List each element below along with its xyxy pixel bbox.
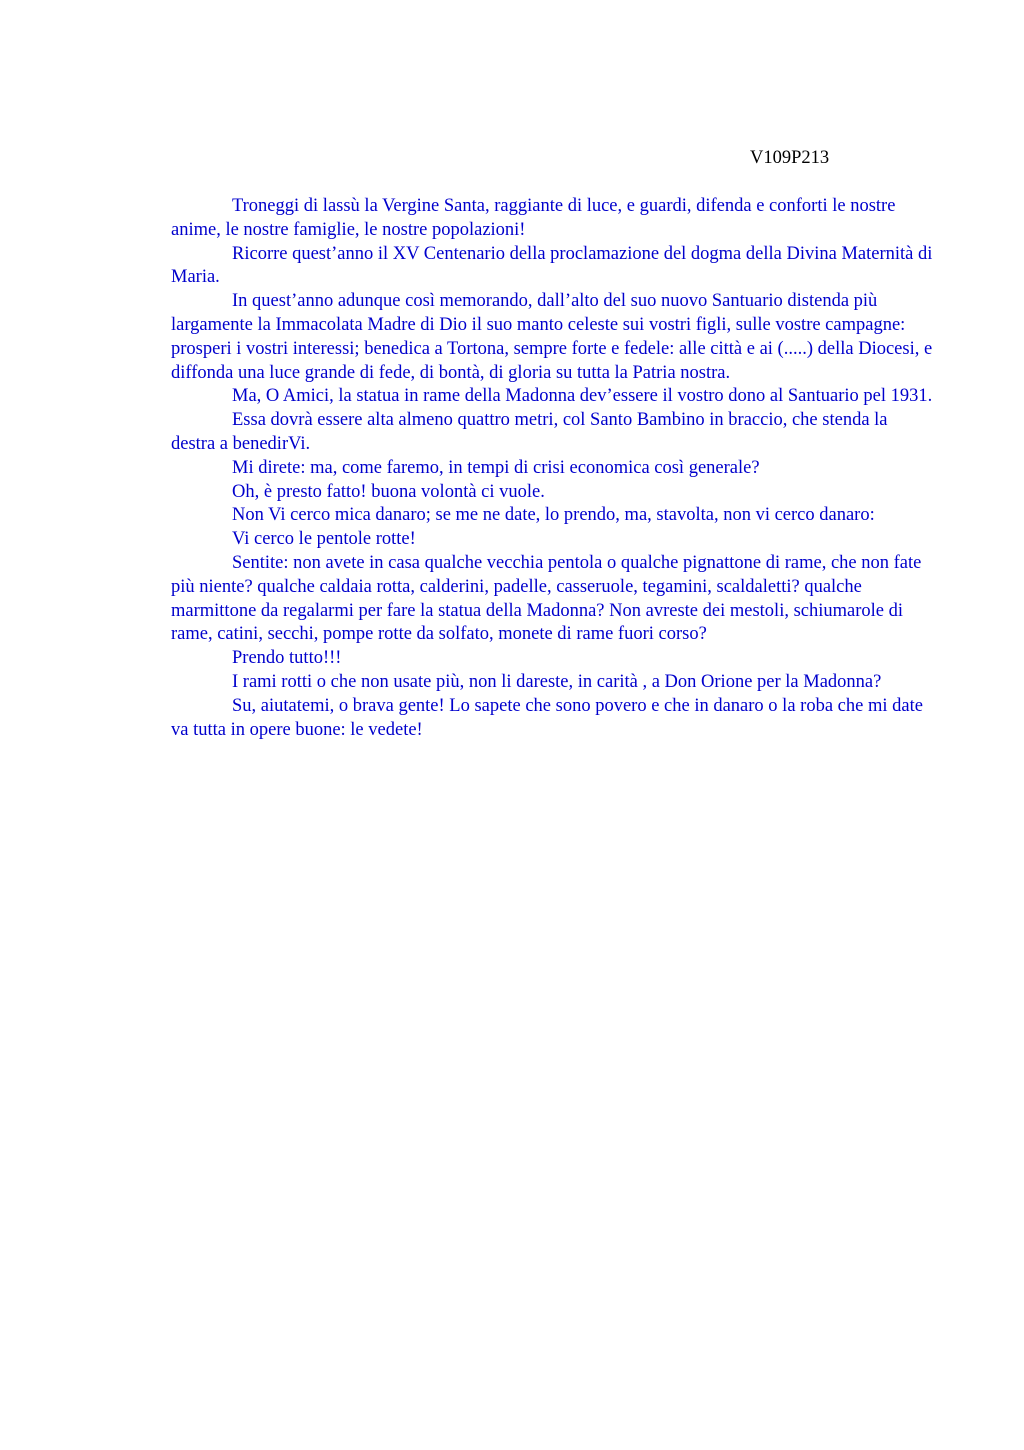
paragraph: Ma, O Amici, la statua in rame della Madonna dev’essere il vostro dono al Santuario pel 1931. [232, 386, 933, 407]
paragraph: Prendo tutto!!! [232, 648, 342, 669]
letter-body [171, 195, 933, 742]
paragraph: Su, aiutatemi, o brava gente! Lo sapete che sono povero e che in danaro o la roba che mi date va tutta in opere buone: le vedete! [171, 695, 923, 740]
paragraph: Troneggi di lassù la Vergine Santa, raggiante di luce, e guardi, difenda e conforti le nostre anime, le nostre famiglie, le nostre popolazioni! [171, 196, 896, 240]
paragraph: Vi cerco le pentole rotte! [232, 529, 416, 550]
paragraph: Ricorre quest’anno il XV Centenario della proclamazione del dogma della Divina Maternità di Maria. [171, 243, 933, 288]
paragraph: Essa dovrà essere alta almeno quattro metri, col Santo Bambino in braccio, che stenda la destra a benedirVi. [171, 410, 888, 454]
paragraph: Sentite: non avete in casa qualche vecchia pentola o qualche pignattone di rame, che non fate più niente? qualche caldaia rotta, calderini, padelle, casseruole, tegamini, scaldaletti? qualche marmittone da regalarmi per fare la statua della Madonna? Non avreste dei mestoli, schiumarole di rame, catini, secchi, pompe rotte da solfato, monete di rame fuori corso? [171, 552, 922, 645]
paragraph: In quest’anno adunque così memorando, dall’alto del suo nuovo Santuario distenda più largamente la Immacolata Madre di Dio il suo manto celeste sui vostri figli, sulle vostre campagne: prosperi i vostri interessi; benedica a Tortona, sempre forte e fedele: alle città e ai (.....) della Diocesi, e diffonda una luce grande di fede, di bontà, di gloria su tutta la Patria nostra. [171, 291, 933, 383]
paragraph: I rami rotti o che non usate più, non li dareste, in carità , a Don Orione per la Madonna? [232, 671, 882, 692]
paragraph: Oh, è presto fatto! buona volontà ci vuole. [232, 481, 545, 502]
page-reference: V109P213 [750, 148, 830, 168]
paragraph: Non Vi cerco mica danaro; se me ne date, lo prendo, ma, stavolta, non vi cerco danaro: [232, 505, 875, 526]
paragraph: Mi direte: ma, come faremo, in tempi di crisi economica così generale? [232, 457, 760, 478]
